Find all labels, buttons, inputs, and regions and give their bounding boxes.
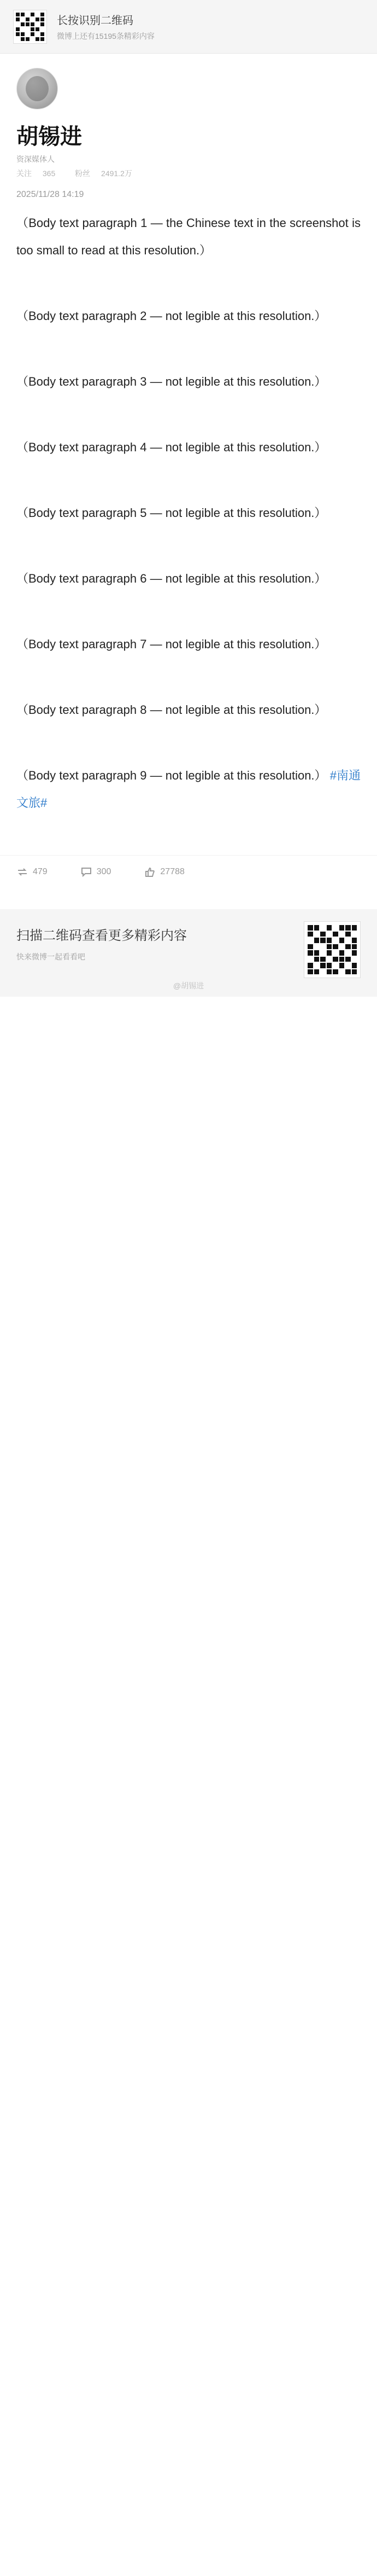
followers-label: 粉丝 [75,169,91,178]
banner-title: 长按识别二维码 [57,15,133,27]
post-timestamp: 2025/11/28 14:19 [16,190,84,199]
paragraph-8: （Body text paragraph 8 — not legible at this resolution.） [16,703,327,717]
paragraph-3: （Body text paragraph 3 — not legible at this resolution.） [16,375,327,388]
comment-count: 300 [96,867,111,876]
paragraph-5: （Body text paragraph 5 — not legible at this resolution.） [16,506,327,520]
watermark: @胡锡进 [173,981,204,990]
author-role: 资深媒体人 [16,155,55,164]
following-count: 365 [42,169,56,178]
footer-title: 扫描二维码查看更多精彩内容 [16,928,187,943]
author-stats [16,168,361,179]
banner-subtitle: 微博上还有15195条精彩内容 [57,32,155,40]
avatar[interactable] [16,68,58,109]
profile-header [0,54,377,179]
qr-code-icon [13,10,47,44]
paragraph-9 [16,762,361,817]
like-icon [144,867,156,877]
paragraph-7: （Body text paragraph 7 — not legible at this resolution.） [16,637,327,651]
followers-stat[interactable] [75,169,141,178]
paragraph-4: （Body text paragraph 4 — not legible at this resolution.） [16,440,327,454]
like-button[interactable] [144,867,185,877]
action-bar [0,855,377,888]
paragraph-1: （Body text paragraph 1 — the Chinese text in the screenshot is too small to read at this resolution.） [16,216,361,257]
qr-banner[interactable] [0,0,377,54]
comment-icon [80,867,92,877]
followers-count: 2491.2万 [101,169,132,178]
footer-subtitle: 快来微博一起看看吧 [16,952,85,961]
banner-text [57,11,155,42]
like-count: 27788 [160,867,185,876]
following-label: 关注 [16,169,32,178]
following-stat[interactable] [16,169,66,178]
paragraph-2: （Body text paragraph 2 — not legible at this resolution.） [16,309,327,323]
repost-count: 479 [33,867,48,876]
footer-qr-section[interactable] [0,909,377,997]
post-body [0,200,377,817]
repost-button[interactable] [16,867,48,877]
paragraph-6: （Body text paragraph 6 — not legible at this resolution.） [16,572,327,585]
comment-button[interactable] [80,867,111,877]
author-name[interactable]: 胡锡进 [16,125,82,149]
hashtag-link[interactable]: #南通文旅# [16,769,361,810]
paragraph-9-text: （Body text paragraph 9 — not legible at this resolution.） [16,769,327,782]
repost-icon [16,867,28,877]
qr-code-icon [304,921,361,978]
